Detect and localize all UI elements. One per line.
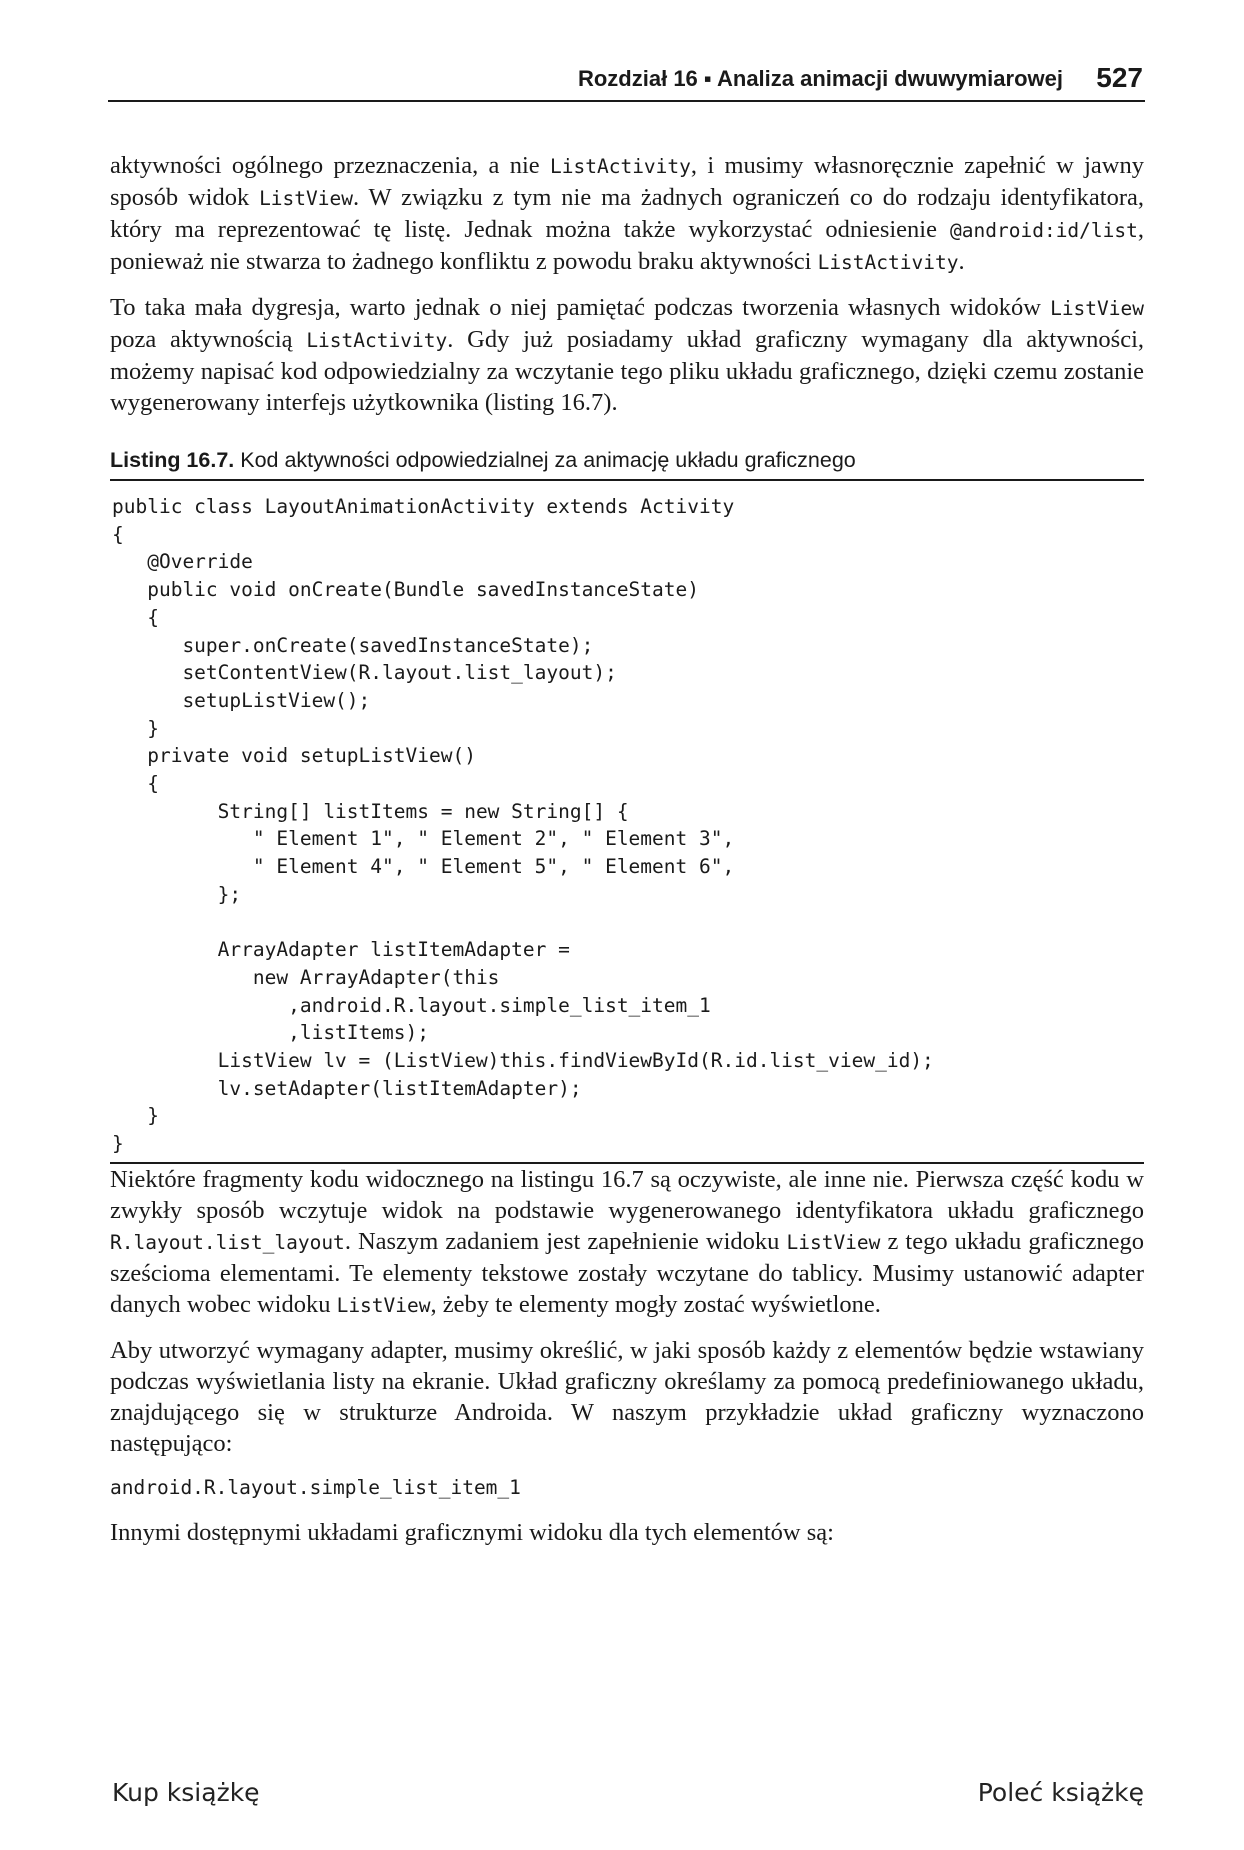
paragraph-1	[110, 150, 1144, 278]
text-span: .	[958, 248, 965, 275]
code-snippet: android.R.layout.simple_list_item_1	[110, 1475, 521, 1499]
recommend-book-link[interactable]: Poleć książkę	[977, 1778, 1144, 1807]
listing-title: Kod aktywności odpowiedzialnej za animację układu graficznego	[234, 448, 856, 472]
text-span: To taka mała dygresja, warto jednak o niej pamiętać podczas tworzenia własnych widoków	[110, 294, 1051, 321]
page-number: 527	[1096, 62, 1143, 93]
inline-code: ListView	[336, 1293, 431, 1317]
inline-code: ListActivity	[817, 251, 959, 274]
inline-code: ListActivity	[550, 155, 691, 178]
text-span: . Gdy już posiadamy układ graficzny wymagany dla aktywności, możemy napisać kod odpowiedzialny za wczytanie tego pliku układu graficznego, dzięki czemu zostanie wygenerowany interfejs użytkownika (listing 16.7).	[110, 326, 1145, 416]
code-listing: public class LayoutAnimationActivity extends Activity { @Override public void onCreate(Bundle savedInstanceState) { super.onCreate(savedInstanceState); setContentView(R.layout.list_layout); setupListView(); } private void setupListView() { String[] listItems = new String[] { " Element 1", " Element 2", " Element 3", " Element 4", " Element 5", " Element 6", }; ArrayAdapter listItemAdapter = new ArrayAdapter(this ,android.R.layout.simple_list_item_1 ,listItems); ListView lv = (ListView)this.findViewById(R.id.list_view_id); lv.setAdapter(listItemAdapter); } }	[110, 481, 1144, 1164]
running-header	[108, 58, 1145, 102]
page-content	[110, 150, 1144, 1562]
text-span: poza aktywnością	[110, 326, 307, 353]
inline-code: ListView	[786, 1230, 881, 1254]
buy-book-link[interactable]: Kup książkę	[112, 1778, 260, 1807]
inline-code: ListActivity	[306, 329, 448, 352]
text-span: . Naszym zadaniem jest zapełnienie widoku	[344, 1227, 787, 1255]
text-span: Niektóre fragmenty kodu widocznego na listingu 16.7 są oczywiste, ale inne nie. Pierwsza część kodu w zwykły sposób wczytuje widok na podstawie wygenerowanego identyfikatora układu graficznego	[110, 1165, 1144, 1224]
chapter-title: Rozdział 16 ▪ Analiza animacji dwuwymiarowej	[577, 66, 1063, 91]
text-span: . W związku z tym nie ma żadnych ograniczeń co do rodzaju identyfikatora, który ma reprezentować tę listę. Jednak można także wykorzystać odniesienie	[110, 184, 1144, 243]
inline-code: ListView	[259, 187, 353, 210]
paragraph-5: Innymi dostępnymi układami graficznymi widoku dla tych elementów są:	[110, 1518, 834, 1546]
text-span: , ponieważ nie stwarza to żadnego konfliktu z powodu braku aktywności	[110, 216, 1144, 275]
inline-code: ListView	[1050, 297, 1144, 320]
paragraph-3	[110, 1164, 1144, 1321]
text-span: z tego układu graficznego sześcioma elementami. Te elementy tekstowe zostały wczytane do tablicy. Musimy ustanowić adapter danych wobec widoku	[110, 1227, 1144, 1318]
inline-code: @android:id/list	[950, 219, 1138, 242]
paragraph-2	[110, 292, 1144, 418]
text-span: , żeby te elementy mogły zostać wyświetlone.	[430, 1290, 881, 1318]
text-span: , i musimy własnoręcznie zapełnić w jawny sposób widok	[110, 152, 1145, 211]
paragraph-4: Aby utworzyć wymagany adapter, musimy określić, w jaki sposób każdy z elementów będzie wstawiany podczas wyświetlania listy na ekranie. Układ graficzny określamy za pomocą predefiniowanego układu, znajdującego się w strukturze Androida. W naszym przykładzie układ graficzny wyznaczono następująco:	[110, 1336, 1144, 1457]
inline-code: R.layout.list_layout	[110, 1230, 345, 1254]
listing-label: Listing 16.7.	[110, 448, 235, 472]
listing-caption	[110, 448, 1144, 481]
text-span: aktywności ogólnego przeznaczenia, a nie	[110, 152, 551, 179]
